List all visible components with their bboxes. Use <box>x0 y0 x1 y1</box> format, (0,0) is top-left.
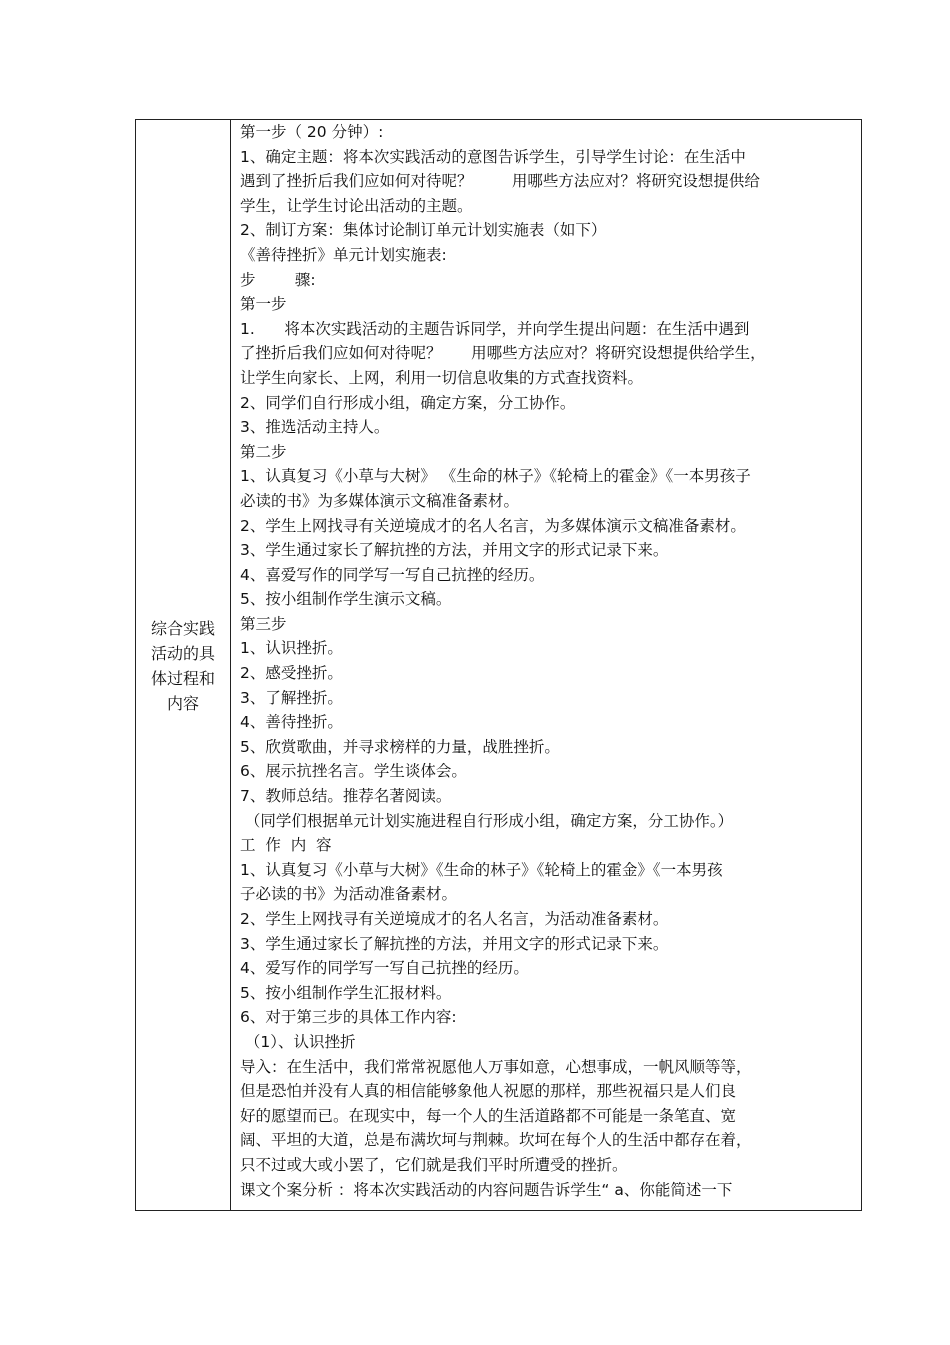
content-line: 子必读的书》为活动准备素材。 <box>240 885 458 904</box>
row-label-line: 体过程和 <box>150 669 215 688</box>
content-line: （1）、认识挫折 <box>240 1032 356 1051</box>
content-line: 第二步 <box>240 442 287 461</box>
content-line: 但是恐怕并没有人真的相信能够象他人祝愿的那样，那些祝福只是人们良 <box>240 1082 737 1101</box>
row-label-cell <box>136 616 230 716</box>
row-label-line: 内容 <box>166 694 199 713</box>
content-line: 学生，让学生讨论出活动的主题。 <box>240 196 473 215</box>
content-line: 好的愿望而已。在现实中，每一个人的生活道路都不可能是一条笔直、宽 <box>240 1106 737 1125</box>
content-line: 2、学生上网找寻有关逆境成才的名人名言，为多媒体演示文稿准备素材。 <box>240 516 746 535</box>
content-line: 第三步 <box>240 614 287 633</box>
content-line: 5、按小组制作学生演示文稿。 <box>240 590 452 609</box>
content-line: 课文个案分析 ：将本次实践活动的内容问题告诉学生“ a、你能简述一下 <box>240 1180 733 1199</box>
content-line: 了挫折后我们应如何对待呢？ 用哪些方法应对？将研究设想提供给学生， <box>240 344 766 363</box>
content-line: 1、认真复习《小草与大树》 《生命的林子》《轮椅上的霍金》《一本男孩子 <box>240 467 751 486</box>
content-line: 4、善待挫折。 <box>240 713 343 732</box>
row-label-line: 综合实践 <box>150 619 215 638</box>
content-line: 1、认识挫折。 <box>240 639 343 658</box>
content-line: 工 作 内 容 <box>240 836 332 855</box>
content-line: 6、对于第三步的具体工作内容: <box>240 1008 457 1027</box>
content-line: 只不过或大或小罢了，它们就是我们平时所遭受的挫折。 <box>240 1155 628 1174</box>
activity-table <box>135 119 862 1211</box>
content-line: 遇到了挫折后我们应如何对待呢？ 用哪些方法应对？将研究设想提供给 <box>240 172 760 191</box>
content-line: 让学生向家长、上网，利用一切信息收集的方式查找资料。 <box>240 368 644 387</box>
content-line: 第一步（ 20 分钟）: <box>240 123 384 141</box>
content-cell <box>240 120 856 1202</box>
content-line: 2、同学们自行形成小组，确定方案，分工协作。 <box>240 393 576 412</box>
content-line: 7、教师总结。推荐名著阅读。 <box>240 787 452 806</box>
content-line: 3、了解挫折。 <box>240 688 343 707</box>
content-line: 3、学生通过家长了解抗挫的方法，并用文字的形式记录下来。 <box>240 934 669 953</box>
content-line: 步 骤: <box>240 270 316 289</box>
content-line: 4、爱写作的同学写一写自己抗挫的经历。 <box>240 959 529 978</box>
row-label-line: 活动的具 <box>150 644 215 663</box>
content-line: 《善待挫折》单元计划实施表: <box>240 245 447 264</box>
content-line: 阔、平坦的大道，总是布满坎坷与荆棘。坎坷在每个人的生活中都存在着， <box>240 1131 752 1150</box>
content-line: 1、认真复习《小草与大树》《生命的林子》《轮椅上的霍金》《一本男孩 <box>240 860 723 879</box>
content-line: 3、推选活动主持人。 <box>240 418 390 437</box>
content-line: 6、展示抗挫名言。学生谈体会。 <box>240 762 467 781</box>
content-line: 1、确定主题：将本次实践活动的意图告诉学生，引导学生讨论：在生活中 <box>240 147 746 166</box>
content-line: 5、欣赏歌曲，并寻求榜样的力量，战胜挫折。 <box>240 737 560 756</box>
content-line: 3、学生通过家长了解抗挫的方法，并用文字的形式记录下来。 <box>240 541 669 560</box>
content-line: 2、学生上网找寻有关逆境成才的名人名言，为活动准备素材。 <box>240 910 669 928</box>
content-line: 5、按小组制作学生汇报材料。 <box>240 983 452 1002</box>
content-line: 第一步 <box>240 295 287 314</box>
content-line: 2、制订方案：集体讨论制订单元计划实施表（如下） <box>240 221 607 240</box>
column-divider <box>230 120 231 1210</box>
content-line: 2、感受挫折。 <box>240 664 343 683</box>
content-line: 4、喜爱写作的同学写一写自己抗挫的经历。 <box>240 565 545 584</box>
content-line: 必读的书》为多媒体演示文稿准备素材。 <box>240 491 520 510</box>
content-line: 导入：在生活中，我们常常祝愿他人万事如意，心想事成，一帆风顺等等， <box>240 1057 752 1076</box>
content-line: （同学们根据单元计划实施进程自行形成小组，确定方案，分工协作。） <box>240 811 734 830</box>
content-line: 1. 将本次实践活动的主题告诉同学，并向学生提出问题：在生活中遇到 <box>240 319 750 338</box>
